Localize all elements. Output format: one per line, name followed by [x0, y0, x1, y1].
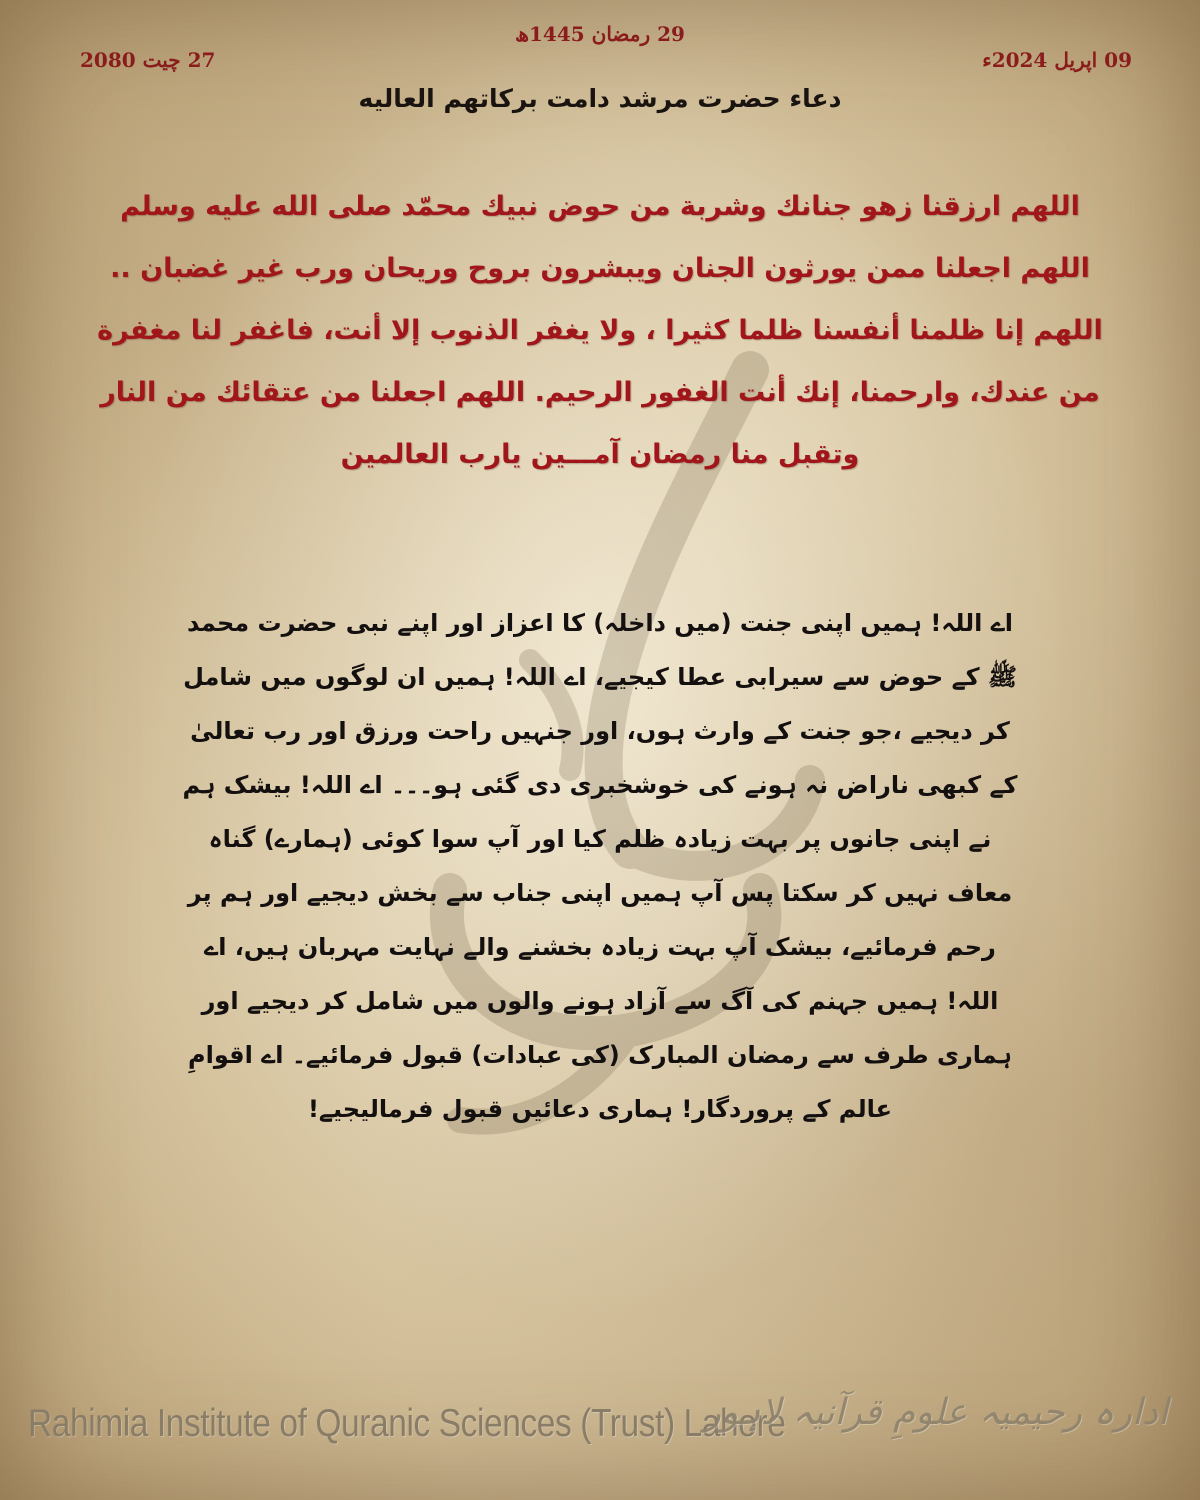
gregorian-date: 09 اپریل 2024ء: [982, 48, 1132, 72]
arabic-prayer: اللهم ارزقنا زهو جنانك وشربة من حوض نبيك محمّد صلى الله عليه وسلم اللهم اجعلنا ممن يورثون الجنان ويبشرون بروح وريحان ورب غير غضبان .. اللهم إنا ظلمنا أنفسنا ظلما كثيرا ، ولا يغفر الذنوب إلا أنت، فاغفر لنا مغفرة من عندك، وارحمنا، إنك أنت الغفور الرحيم. اللهم اجعلنا من عتقائك من النار وتقبل منا رمضان آمـــين يارب العالمين: [97, 191, 1103, 470]
institute-name-english: Rahimia Institute of Quranic Sciences (Trust) Lahore: [28, 1402, 786, 1445]
bikrami-date: 27 چیت 2080: [80, 48, 216, 72]
hijri-date: 29 رمضان 1445ھ: [515, 22, 685, 46]
page-title: دعاء حضرت مرشد دامت برکاتهم العالیه: [358, 84, 842, 113]
urdu-translation: اے اللہ! ہمیں اپنی جنت (میں داخلہ) کا اعزاز اور اپنے نبی حضرت محمد ﷺ کے حوض سے سیرابی عطا کیجیے، اے اللہ! ہمیں ان لوگوں میں شامل کر دیجیے ،جو جنت کے وارث ہوں، اور جنہیں راحت ورزق اور رب تعالیٰ کے کبھی ناراض نہ ہونے کی خوشخبری دی گئی ہو۔۔۔ اے اللہ! بیشک ہم نے اپنی جانوں پر بہت زیادہ ظلم کیا اور آپ سوا کوئی (ہمارے) گناہ معاف نہیں کر سکتا پس آپ ہمیں اپنی جناب سے بخش دیجیے اور ہم پر رحم فرمائیے، بیشک آپ بہت زیادہ بخشنے والے نہایت مہربان ہیں، اے اللہ! ہمیں جہنم کی آگ سے آزاد ہونے والوں میں شامل کر دیجیے اور ہماری طرف سے رمضان المبارک (کی عبادات) قبول فرمائیے۔ اے اقوامِ عالم کے پروردگار! ہماری دعائیں قبول فرمالیجیے!: [182, 609, 1018, 1123]
institute-logo-urdu: ادارہ رحیمیہ علومِ قرآنیہ لاہور: [703, 1392, 1168, 1433]
